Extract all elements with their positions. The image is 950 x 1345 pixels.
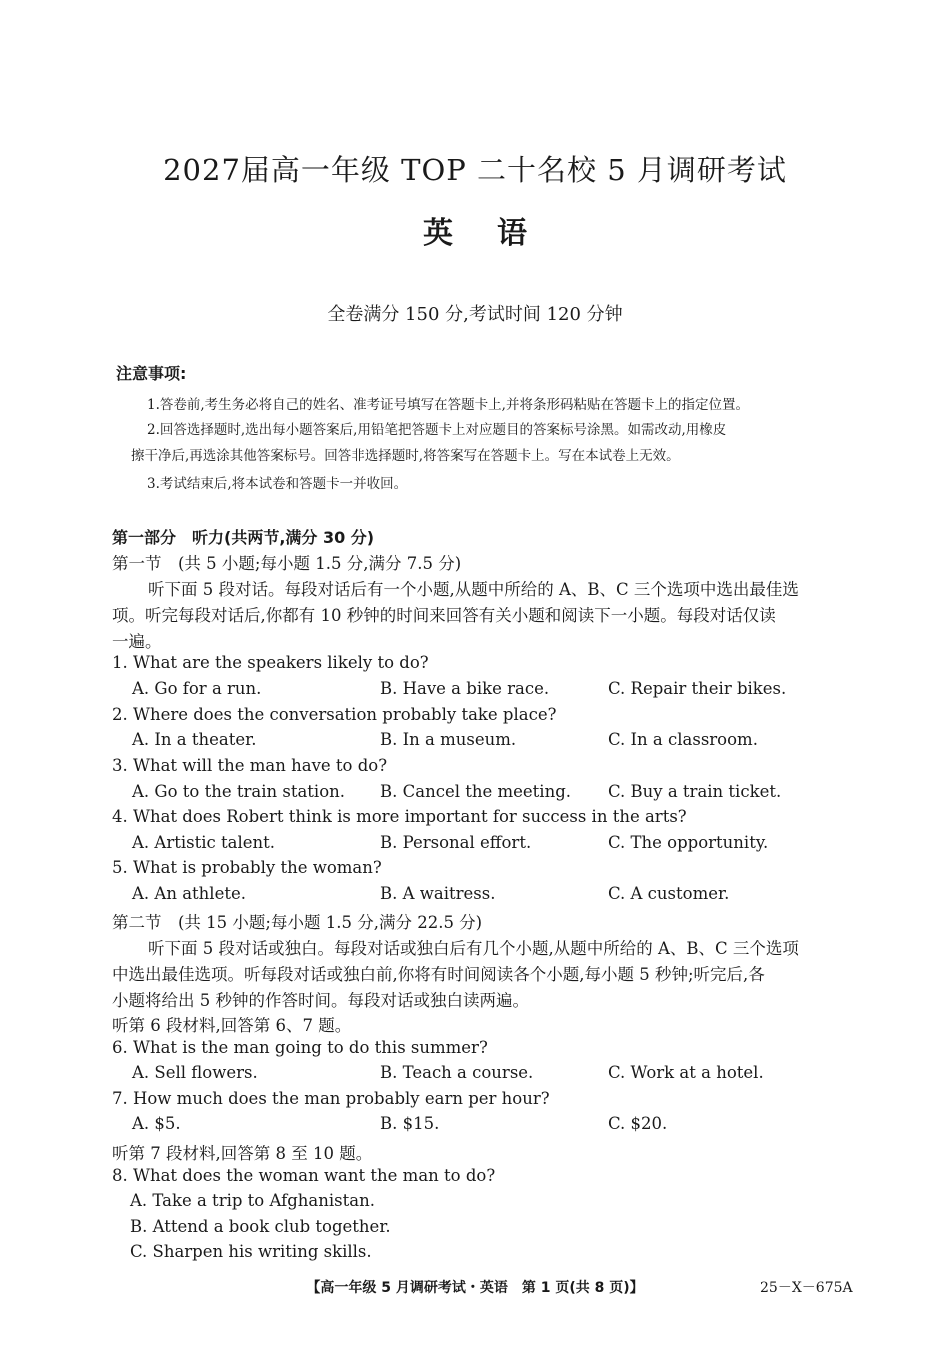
option-a: A. Artistic talent. <box>132 833 275 852</box>
score-time-line: 全卷满分 150 分,考试时间 120 分钟 <box>327 304 623 325</box>
notice-item-3: 3.考试结束后,将本试卷和答题卡一并收回。 <box>147 476 408 492</box>
notice-item-2: 2.回答选择题时,选出每小题答案后,用铅笔把答题卡上对应题目的答案标号涂黑。如需改动,用橡皮 <box>147 422 727 438</box>
section1-intro: 听下面 5 段对话。每段对话后有一个小题,从题中所给的 A、B、C 三个选项中选出最佳选 <box>148 580 799 599</box>
notice-heading: 注意事项: <box>116 364 187 383</box>
question-7: 7. How much does the man probably earn per hour? <box>112 1089 550 1108</box>
question-8: 8. What does the woman want the man to do? <box>112 1166 496 1185</box>
option-c: C. Repair their bikes. <box>608 679 787 698</box>
option-a: A. Take a trip to Afghanistan. <box>130 1191 375 1210</box>
option-a: A. Go for a run. <box>132 679 262 698</box>
page-footer: 【高一年级 5 月调研考试・英语 第 1 页(共 8 页)】 <box>306 1280 644 1296</box>
section2-intro: 听下面 5 段对话或独白。每段对话或独白后有几个小题,从题中所给的 A、B、C 三个选项 <box>148 939 799 958</box>
material-7-instruction: 听第 7 段材料,回答第 8 至 10 题。 <box>112 1144 373 1163</box>
option-c: C. A customer. <box>608 884 730 903</box>
option-a: A. Sell flowers. <box>132 1063 258 1082</box>
option-b: B. Personal effort. <box>380 833 532 852</box>
option-c: C. $20. <box>608 1114 668 1133</box>
question-5: 5. What is probably the woman? <box>112 858 382 877</box>
section2-intro-end: 小题将给出 5 秒钟的作答时间。每段对话或独白读两遍。 <box>112 991 529 1010</box>
option-c: C. Buy a train ticket. <box>608 782 782 801</box>
question-2: 2. Where does the conversation probably take place? <box>112 705 557 724</box>
option-b: B. Teach a course. <box>380 1063 534 1082</box>
exam-code: 25－X－675A <box>760 1280 853 1296</box>
option-c: C. Work at a hotel. <box>608 1063 764 1082</box>
exam-title: 2027届高一年级 TOP 二十名校 5 月调研考试 <box>163 153 787 187</box>
section1-heading: 第一节 (共 5 小题;每小题 1.5 分,满分 7.5 分) <box>112 554 462 573</box>
option-b: B. In a museum. <box>380 730 517 749</box>
option-c: C. Sharpen his writing skills. <box>130 1242 372 1261</box>
notice-item-1: 1.答卷前,考生务必将自己的姓名、准考证号填写在答题卡上,并将条形码粘贴在答题卡上的指定位置。 <box>147 397 749 413</box>
material-6-instruction: 听第 6 段材料,回答第 6、7 题。 <box>112 1016 352 1035</box>
part1-heading: 第一部分 听力(共两节,满分 30 分) <box>112 528 375 547</box>
notice-item-2-cont: 擦干净后,再选涂其他答案标号。回答非选择题时,将答案写在答题卡上。写在本试卷上无效。 <box>131 448 680 464</box>
option-a: A. Go to the train station. <box>132 782 345 801</box>
section1-intro-end: 一遍。 <box>112 632 162 651</box>
question-4: 4. What does Robert think is more important for success in the arts? <box>112 807 687 826</box>
option-a: A. An athlete. <box>132 884 246 903</box>
option-c: C. The opportunity. <box>608 833 769 852</box>
section2-intro-cont: 中选出最佳选项。听每段对话或独白前,你将有时间阅读各个小题,每小题 5 秒钟;听完后,各 <box>112 965 765 984</box>
option-b: B. Have a bike race. <box>380 679 550 698</box>
question-1: 1. What are the speakers likely to do? <box>112 653 429 672</box>
option-b: B. Cancel the meeting. <box>380 782 572 801</box>
subject-title: 英语 <box>423 216 571 251</box>
question-3: 3. What will the man have to do? <box>112 756 388 775</box>
option-a: A. In a theater. <box>132 730 257 749</box>
option-b: B. $15. <box>380 1114 440 1133</box>
option-b: B. A waitress. <box>380 884 496 903</box>
option-a: A. $5. <box>132 1114 181 1133</box>
option-b: B. Attend a book club together. <box>130 1217 391 1236</box>
question-6: 6. What is the man going to do this summer? <box>112 1038 488 1057</box>
section2-heading: 第二节 (共 15 小题;每小题 1.5 分,满分 22.5 分) <box>112 913 483 932</box>
option-c: C. In a classroom. <box>608 730 758 749</box>
section1-intro-cont: 项。听完每段对话后,你都有 10 秒钟的时间来回答有关小题和阅读下一小题。每段对话仅读 <box>112 606 776 625</box>
